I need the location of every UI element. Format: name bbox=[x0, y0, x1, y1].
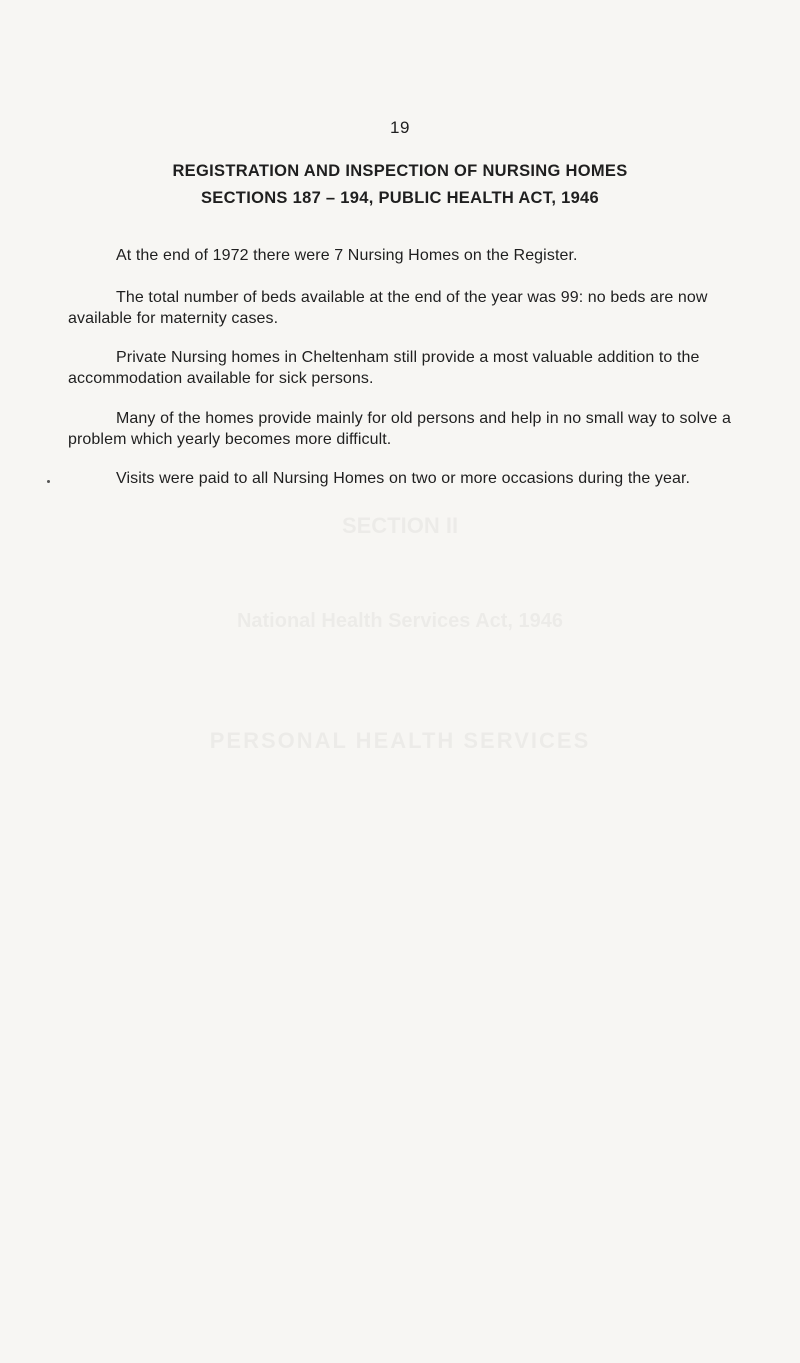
show-through-text bbox=[0, 728, 800, 754]
section-heading-title: REGISTRATION AND INSPECTION OF NURSING HOMES bbox=[172, 162, 628, 180]
paragraph-beds-available: The total number of beds available at the end of the year was 99: no beds are now available for maternity cases. bbox=[68, 289, 708, 327]
section-heading-subtitle: SECTIONS 187 – 194, PUBLIC HEALTH ACT, 1946 bbox=[200, 189, 599, 207]
paragraph-visits: Visits were paid to all Nursing Homes on two or more occasions during the year. bbox=[116, 470, 691, 487]
scan-speck bbox=[47, 480, 50, 483]
show-through-text bbox=[0, 610, 800, 633]
paragraph-private-homes: Private Nursing homes in Cheltenham still provide a most valuable addition to the accommodation available for sick persons. bbox=[68, 349, 700, 387]
paragraph-old-persons: Many of the homes provide mainly for old persons and help in no small way to solve a problem which yearly becomes more difficult. bbox=[68, 410, 731, 448]
paragraph-register-count: At the end of 1972 there were 7 Nursing Homes on the Register. bbox=[116, 247, 578, 264]
page-number: 19 bbox=[390, 118, 410, 137]
show-through-text bbox=[0, 513, 800, 539]
